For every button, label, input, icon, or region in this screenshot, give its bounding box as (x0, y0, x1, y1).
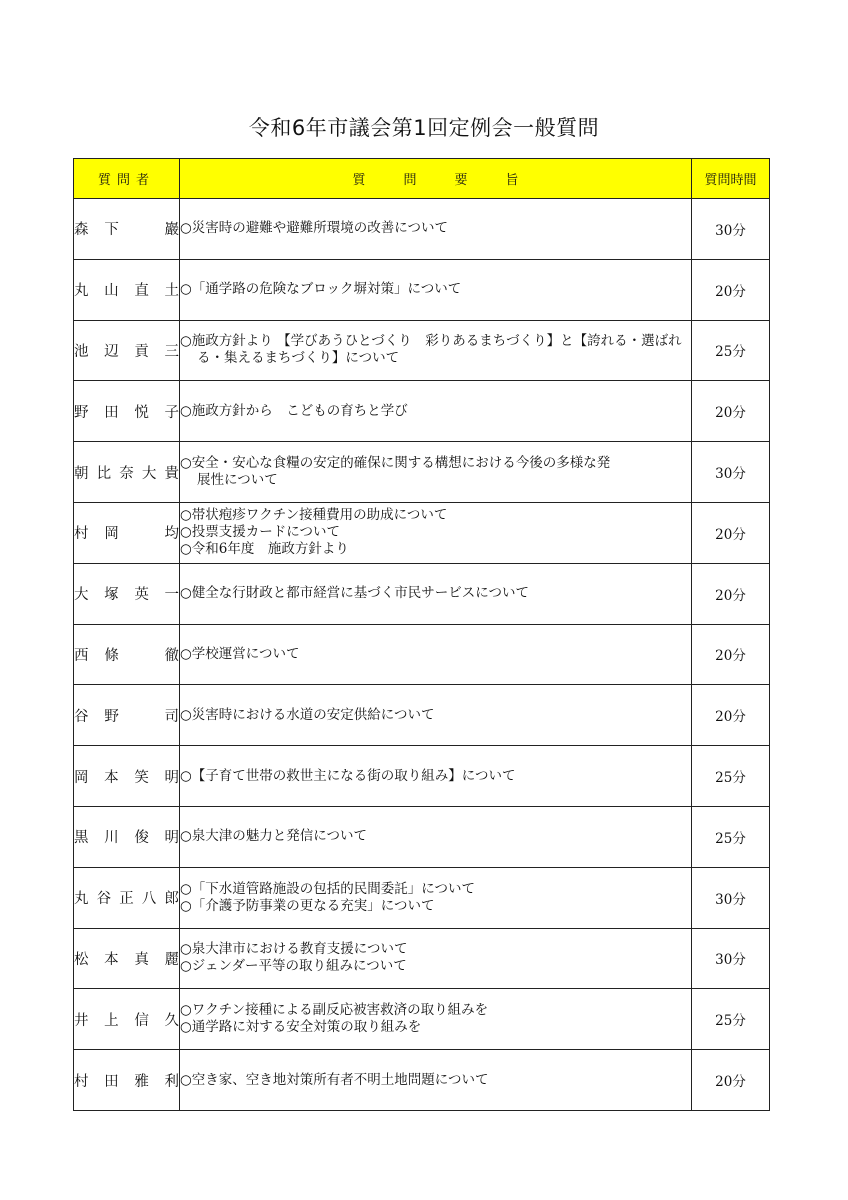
summary-line: ○災害時における水道の安定供給について (180, 706, 435, 723)
questioner-name (74, 442, 180, 503)
table-row (74, 989, 770, 1050)
questioner-name (74, 259, 180, 320)
header-questioner: 質問者 (74, 159, 180, 199)
questioner-name-text: 森 下 巖 (74, 222, 179, 239)
summary-line: ○泉大津市における教育支援について (180, 941, 408, 958)
table-row (74, 381, 770, 442)
question-summary (180, 685, 692, 746)
question-summary (180, 989, 692, 1050)
table-body (74, 199, 770, 1111)
questioner-name-text: 村 岡 均 (74, 526, 179, 543)
question-time: 25分 (692, 746, 770, 807)
summary-line: ○施政方針から こどもの育ちと学び (180, 402, 408, 419)
question-summary (180, 502, 692, 563)
questioner-name-text: 野 田 悦 子 (74, 404, 179, 421)
summary-line: ○令和6年度 施政方針より (180, 541, 349, 558)
question-time: 20分 (692, 259, 770, 320)
table-row (74, 320, 770, 381)
questioner-name (74, 320, 180, 381)
table-row (74, 806, 770, 867)
questioner-name (74, 624, 180, 685)
question-summary (180, 867, 692, 928)
summary-line: ○泉大津の魅力と発信について (180, 828, 368, 845)
table-header-row (74, 159, 770, 199)
summary-line: ○健全な行財政と都市経営に基づく市民サービスについて (180, 585, 530, 602)
summary-line: ○【子育て世帯の救世主になる街の取り組み】について (180, 767, 516, 784)
questioner-name (74, 746, 180, 807)
question-summary (180, 563, 692, 624)
question-time: 30分 (692, 867, 770, 928)
summary-line: ○ジェンダー平等の取り組みについて (180, 958, 407, 975)
question-time: 20分 (692, 685, 770, 746)
table-row (74, 685, 770, 746)
questioner-name (74, 685, 180, 746)
summary-line: ○災害時の避難や避難所環境の改善について (180, 220, 449, 237)
summary-line: ○ワクチン接種による副反応被害救済の取り組みを (180, 1002, 489, 1019)
questioner-name (74, 867, 180, 928)
general-questions-table (73, 158, 770, 1111)
summary-line: る・集えるまちづくり】について (197, 350, 400, 367)
question-summary (180, 199, 692, 260)
table-row (74, 259, 770, 320)
table-row (74, 502, 770, 563)
question-summary (180, 259, 692, 320)
questioner-name-text: 丸 山 直 土 (74, 283, 179, 300)
summary-line: ○「下水道管路施設の包括的民間委託」について (180, 880, 476, 897)
question-summary (180, 928, 692, 989)
questioner-name (74, 502, 180, 563)
question-time: 20分 (692, 624, 770, 685)
table-row (74, 199, 770, 260)
table-row (74, 563, 770, 624)
question-summary (180, 381, 692, 442)
questioner-name (74, 989, 180, 1050)
question-time: 25分 (692, 806, 770, 867)
questioner-name (74, 928, 180, 989)
questioner-name-text: 井 上 信 久 (74, 1012, 179, 1029)
summary-line: ○安全・安心な食糧の安定的確保に関する構想における今後の多様な発 (180, 455, 611, 472)
table-row (74, 1050, 770, 1111)
question-summary (180, 746, 692, 807)
questioner-name (74, 806, 180, 867)
questioner-name-text: 西 條 徹 (74, 647, 179, 664)
questioner-name-text: 松 本 真 麗 (74, 951, 179, 968)
question-summary (180, 624, 692, 685)
page-title: 令和6年市議会第1回定例会一般質問 (248, 116, 600, 140)
question-time: 25分 (692, 320, 770, 381)
table-row (74, 928, 770, 989)
question-time: 30分 (692, 199, 770, 260)
questioner-name (74, 381, 180, 442)
question-time: 20分 (692, 563, 770, 624)
question-time: 25分 (692, 989, 770, 1050)
table-row (74, 624, 770, 685)
summary-line: ○「通学路の危険なブロック塀対策」について (180, 281, 462, 298)
questioner-name-text: 村 田 雅 利 (74, 1073, 179, 1090)
question-summary (180, 442, 692, 503)
questioner-name (74, 1050, 180, 1111)
summary-line: ○空き家、空き地対策所有者不明土地問題について (180, 1071, 489, 1088)
question-time: 20分 (692, 502, 770, 563)
question-time: 30分 (692, 442, 770, 503)
summary-line: ○「介護予防事業の更なる充実」について (180, 897, 435, 914)
summary-line: ○施政方針より 【学びあうひとづくり 彩りあるまちづくり】と【誇れる・選ばれ (180, 333, 682, 350)
question-summary (180, 1050, 692, 1111)
summary-line: 展性について (197, 472, 278, 489)
question-summary (180, 806, 692, 867)
summary-line: ○投票支援カードについて (180, 524, 341, 541)
questioner-name (74, 199, 180, 260)
questioner-name (74, 563, 180, 624)
question-time: 20分 (692, 381, 770, 442)
questioner-name-text: 大 塚 英 一 (74, 587, 179, 604)
questioner-name-text: 朝 比 奈 大 貴 (74, 465, 179, 482)
questioner-name-text: 黒 川 俊 明 (74, 830, 179, 847)
table-row (74, 746, 770, 807)
question-time: 20分 (692, 1050, 770, 1111)
header-question-summary: 質問要旨 (180, 159, 692, 199)
questioner-name-text: 池 辺 貢 三 (74, 343, 179, 360)
summary-line: ○学校運営について (180, 645, 300, 662)
questioner-name-text: 谷 野 司 (74, 708, 179, 725)
summary-line: ○帯状疱疹ワクチン接種費用の助成について (180, 507, 448, 524)
question-summary (180, 320, 692, 381)
summary-line: ○通学路に対する安全対策の取り組みを (180, 1019, 422, 1036)
questioner-name-text: 岡 本 笑 明 (74, 769, 179, 786)
question-time: 30分 (692, 928, 770, 989)
table-row (74, 442, 770, 503)
header-question-time: 質問時間 (692, 159, 770, 199)
table-row (74, 867, 770, 928)
questioner-name-text: 丸 谷 正 八 郎 (74, 891, 179, 908)
